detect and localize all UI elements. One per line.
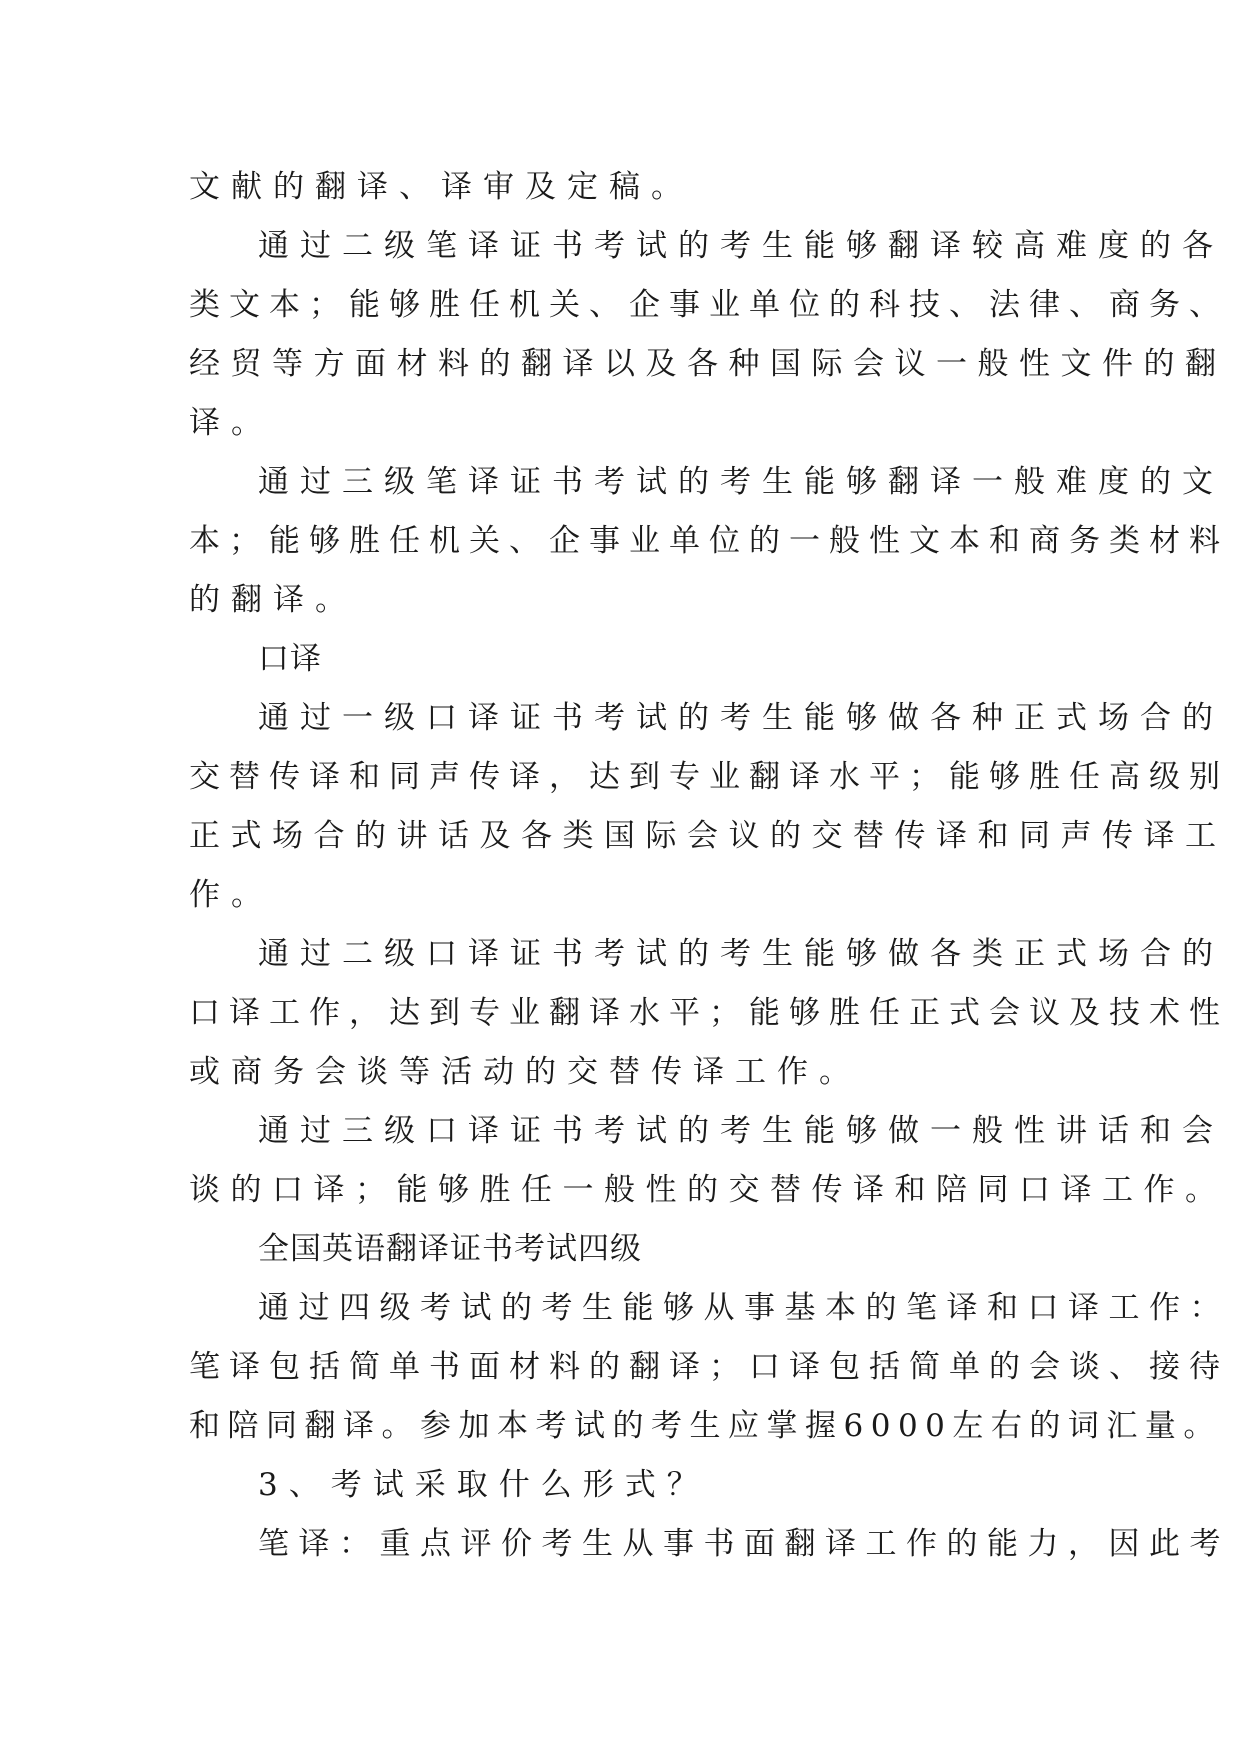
section-heading: [189, 630, 1069, 689]
text-line: 文献的翻译、译审及定稿。: [189, 169, 693, 205]
text-line: 类文本；能够胜任机关、企事业单位的科技、法律、商务、: [189, 287, 1229, 323]
text-line: 通过三级口译证书考试的考生能够做一般性讲话和会: [258, 1113, 1224, 1149]
paragraph: [189, 1279, 1230, 1456]
text-line: 经贸等方面材料的翻译以及各种国际会议一般性文件的翻: [189, 346, 1227, 382]
text-line: 本；能够胜任机关、企事业单位的一般性文本和商务类材料: [189, 523, 1229, 559]
text-line: 通过二级口译证书考试的考生能够做各类正式场合的: [258, 936, 1224, 972]
text-line: 口译: [258, 641, 322, 677]
text-line: 或商务会谈等活动的交替传译工作。: [189, 1054, 861, 1090]
text-line: 3、考试采取什么形式？: [258, 1467, 709, 1503]
text-line: 通过二级笔译证书考试的考生能够翻译较高难度的各: [258, 228, 1224, 264]
document-body: [189, 158, 1230, 1574]
paragraph: [189, 1102, 1227, 1220]
paragraph: [189, 217, 1229, 453]
text-line: 笔译包括简单书面材料的翻译；口译包括简单的会谈、接待: [189, 1349, 1229, 1385]
paragraph: [189, 158, 1069, 217]
paragraph: [189, 1515, 1230, 1574]
text-line: 口译工作，达到专业翻译水平；能够胜任正式会议及技术性: [189, 995, 1229, 1031]
paragraph: [189, 925, 1229, 1102]
text-line: 交替传译和同声传译，达到专业翻译水平；能够胜任高级别: [189, 759, 1229, 795]
text-line: 正式场合的讲话及各类国际会议的交替传译和同声传译工: [189, 818, 1227, 854]
paragraph: [189, 689, 1229, 925]
question-heading: [189, 1456, 1069, 1515]
text-line: 和陪同翻译。参加本考试的考生应掌握6000左右的词汇量。: [189, 1408, 1222, 1444]
section-heading: [189, 1220, 1069, 1279]
text-line: 译。: [189, 405, 273, 441]
text-line: 通过三级笔译证书考试的考生能够翻译一般难度的文: [258, 464, 1224, 500]
text-line: 笔译：重点评价考生从事书面翻译工作的能力，因此考: [258, 1526, 1230, 1562]
text-line: 通过一级口译证书考试的考生能够做各种正式场合的: [258, 700, 1224, 736]
text-line: 通过四级考试的考生能够从事基本的笔译和口译工作：: [258, 1290, 1230, 1326]
text-line: 全国英语翻译证书考试四级: [258, 1231, 642, 1267]
text-line: 作。: [189, 877, 273, 913]
paragraph: [189, 453, 1229, 630]
text-line: 的翻译。: [189, 582, 357, 618]
text-line: 谈的口译；能够胜任一般性的交替传译和陪同口译工作。: [189, 1172, 1227, 1208]
